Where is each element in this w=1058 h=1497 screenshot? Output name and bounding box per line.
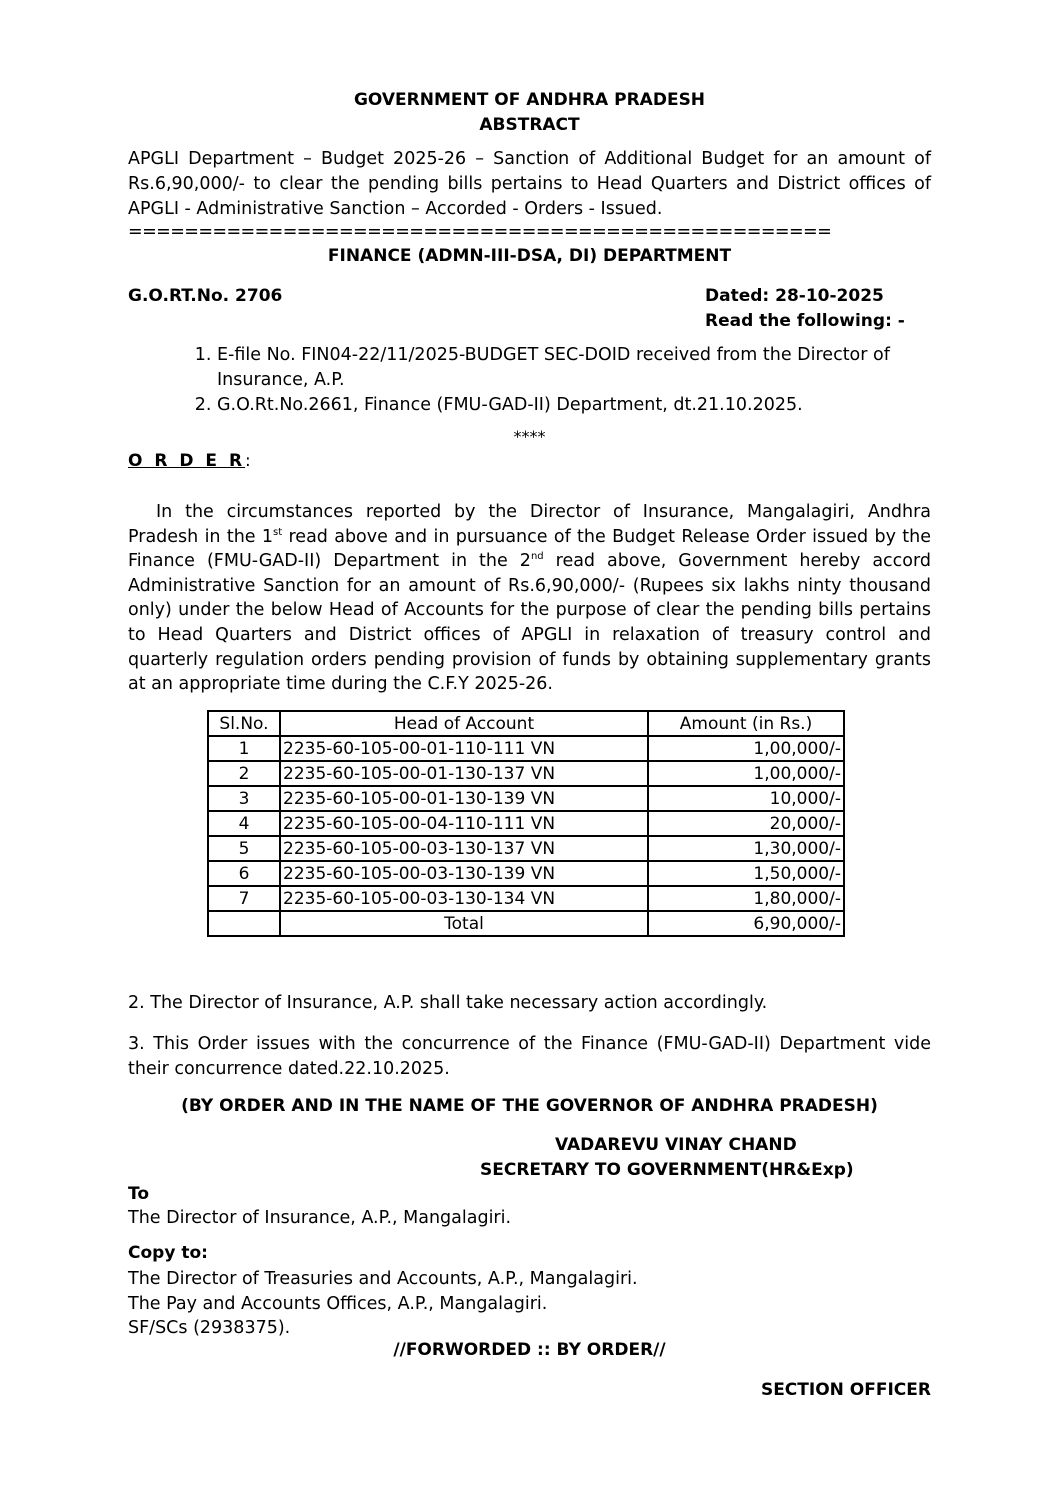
sl-no-cell: 3	[208, 786, 280, 811]
governor-order-line: (BY ORDER AND IN THE NAME OF THE GOVERNOR OF ANDHRA PRADESH)	[181, 1096, 878, 1116]
head-of-account-cell: 2235-60-105-00-03-130-139 VN	[280, 861, 648, 886]
order-paragraph-part: read above, Government hereby accord Administrative Sanction for an amount of Rs.6,90,000/- (Rupees six lakhs ninty thousand only) under the below Head of Accounts for the purpose of clear the pending bills pertains to Head Quarters and District offices of APGLI in relaxation of treasury control and quarterly regulation orders pending provision of funds by obtaining supplementary grants at an appropriate time during the C.F.Y 2025-26.	[128, 551, 932, 695]
signatory-designation: SECRETARY TO GOVERNMENT(HR&Exp)	[480, 1160, 854, 1180]
order-heading-text: O R D E R	[128, 451, 246, 471]
paragraph-3: 3. This Order issues with the concurrence of the Finance (FMU-GAD-II) Department vide their concurrence dated.22.10.2025.	[128, 1034, 931, 1079]
table-row	[208, 836, 844, 861]
amount-cell: 1,00,000/-	[648, 761, 844, 786]
head-of-account-cell: 2235-60-105-00-01-110-111 VN	[280, 736, 648, 761]
sl-no-cell: 4	[208, 811, 280, 836]
amount-cell: 1,00,000/-	[648, 736, 844, 761]
to-recipient: The Director of Insurance, A.P., Mangalagiri.	[128, 1208, 512, 1228]
order-paragraph-part: read above and in pursuance of the Budget Release Order issued by the Finance (FMU-GAD-II) Department in the 2	[128, 526, 931, 572]
table-row	[208, 886, 844, 911]
sl-no-cell: 2	[208, 761, 280, 786]
amount-cell: 1,80,000/-	[648, 886, 844, 911]
table-total-row	[208, 911, 844, 936]
references-list	[190, 343, 931, 418]
copy-to-list	[128, 1267, 638, 1341]
amount-cell: 1,30,000/-	[648, 836, 844, 861]
read-following-label: Read the following: -	[705, 311, 905, 331]
order-paragraph	[128, 500, 931, 697]
head-of-account-table	[207, 710, 845, 937]
section-officer-label: SECTION OFFICER	[760, 1380, 931, 1400]
table-header-row	[208, 711, 844, 736]
reference-item: 1. E-file No. FIN04-22/11/2025-BUDGET SEC-DOID received from the Director of Insurance, A.P.	[217, 343, 931, 393]
empty-cell	[208, 911, 280, 936]
table-row	[208, 736, 844, 761]
to-label: To	[128, 1184, 150, 1204]
column-header: Head of Account	[280, 711, 648, 736]
copy-recipient: The Director of Treasuries and Accounts, A.P., Mangalagiri.	[128, 1269, 638, 1289]
order-heading	[128, 451, 251, 471]
copy-to-label: Copy to:	[128, 1243, 208, 1263]
reference-item: 2. G.O.Rt.No.2661, Finance (FMU-GAD-II) Department, dt.21.10.2025.	[217, 393, 931, 418]
table-row	[208, 761, 844, 786]
head-of-account-cell: 2235-60-105-00-01-130-139 VN	[280, 786, 648, 811]
total-amount-cell: 6,90,000/-	[648, 911, 844, 936]
copy-recipient: The Pay and Accounts Offices, A.P., Mangalagiri.	[128, 1293, 548, 1314]
sl-no-cell: 7	[208, 886, 280, 911]
go-number: G.O.RT.No. 2706	[128, 286, 283, 306]
table-row	[208, 861, 844, 886]
order-heading-colon: :	[245, 451, 251, 471]
stars-divider: ****	[513, 427, 546, 446]
abstract-label: ABSTRACT	[479, 115, 580, 135]
separator-line: ==================================================	[128, 222, 832, 242]
amount-cell: 10,000/-	[648, 786, 844, 811]
head-of-account-cell: 2235-60-105-00-03-130-137 VN	[280, 836, 648, 861]
signatory-name: VADAREVU VINAY CHAND	[555, 1135, 797, 1155]
sl-no-cell: 1	[208, 736, 280, 761]
table-row	[208, 811, 844, 836]
ordinal-superscript: nd	[530, 551, 544, 563]
department-title: FINANCE (ADMN-III-DSA, DI) DEPARTMENT	[327, 246, 732, 266]
column-header: Amount (in Rs.)	[648, 711, 844, 736]
copy-recipient: SF/SCs (2938375).	[128, 1318, 291, 1338]
head-of-account-cell: 2235-60-105-00-01-130-137 VN	[280, 761, 648, 786]
ordinal-superscript: st	[273, 526, 283, 538]
subject-text: APGLI Department – Budget 2025-26 – Sanction of Additional Budget for an amount of Rs.6,90,000/- to clear the pending bills pertains to Head Quarters and District offices of APGLI - Administrative Sanction – Accorded - Orders - Issued.	[128, 149, 931, 219]
total-label-cell: Total	[280, 911, 648, 936]
government-title: GOVERNMENT OF ANDHRA PRADESH	[353, 90, 706, 110]
amount-cell: 20,000/-	[648, 811, 844, 836]
head-of-account-cell: 2235-60-105-00-04-110-111 VN	[280, 811, 648, 836]
head-of-account-cell: 2235-60-105-00-03-130-134 VN	[280, 886, 648, 911]
column-header: Sl.No.	[208, 711, 280, 736]
sl-no-cell: 5	[208, 836, 280, 861]
sl-no-cell: 6	[208, 861, 280, 886]
paragraph-2: 2. The Director of Insurance, A.P. shall take necessary action accordingly.	[128, 993, 768, 1013]
forwarded-line: //FORWORDED :: BY ORDER//	[393, 1340, 666, 1360]
table-row	[208, 786, 844, 811]
amount-cell: 1,50,000/-	[648, 861, 844, 886]
order-paragraph-part: In the circumstances reported by the Director of Insurance, Mangalagiri, Andhra Pradesh in the 1	[128, 502, 931, 547]
order-date: Dated: 28-10-2025	[705, 286, 884, 306]
